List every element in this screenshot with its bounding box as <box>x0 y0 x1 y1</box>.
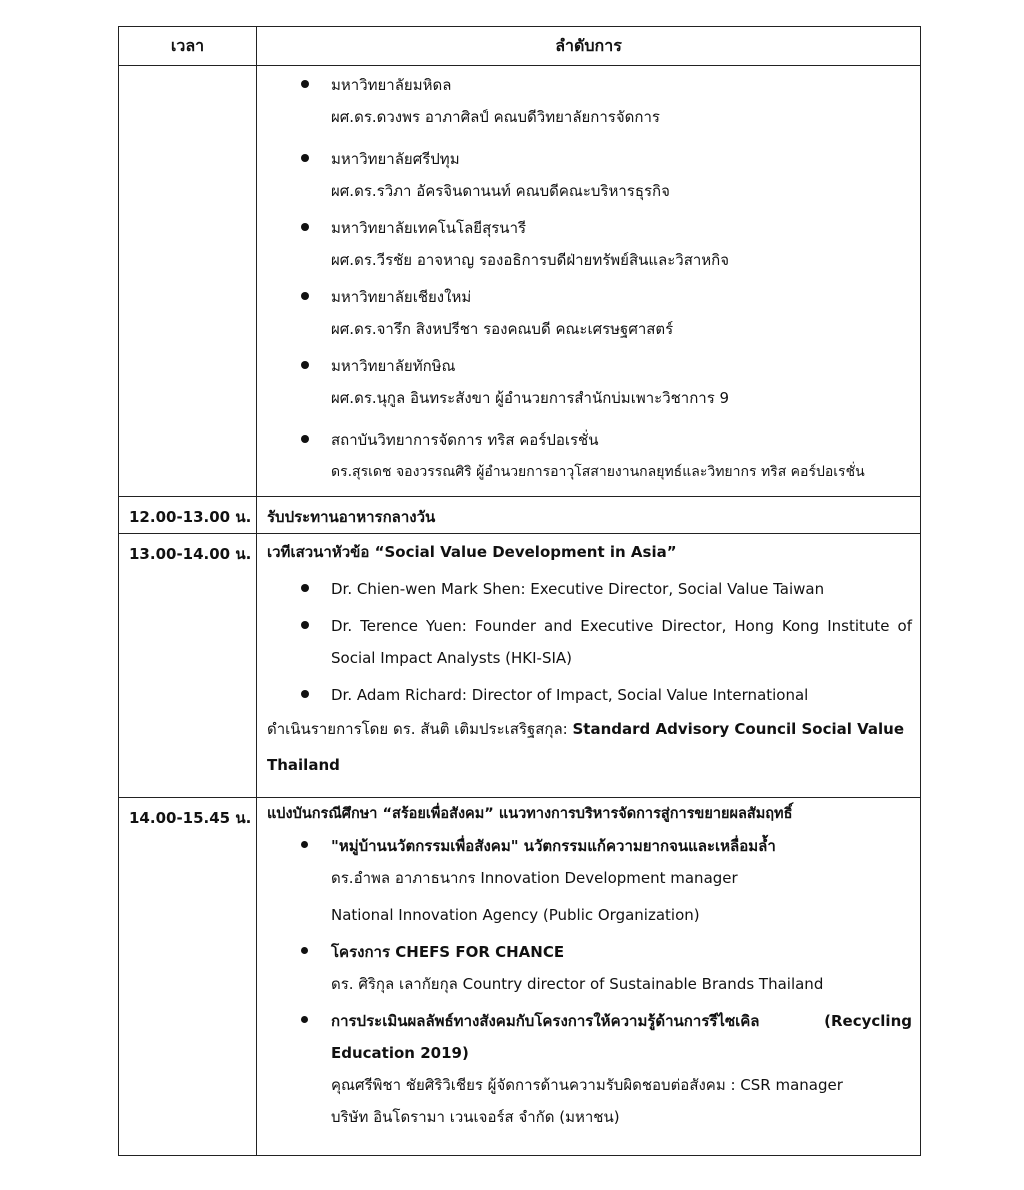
list-item: มหาวิทยาลัยเทคโนโลยีสุรนารี ผศ.ดร.วีรชัย อาจหาญ รองอธิการบดีฝ่ายทรัพย์สินและวิสาหกิจ <box>267 212 912 276</box>
bullet-icon <box>301 584 309 592</box>
time-cell: 13.00-14.00 น. <box>119 534 257 798</box>
program-cell <box>257 534 921 798</box>
bullet-icon <box>301 292 309 300</box>
session-title: เวทีเสวนาหัวข้อ “Social Value Development in Asia” <box>267 543 677 561</box>
list-item: สถาบันวิทยาการจัดการ ทริส คอร์ปอเรชั่น ดร.สุรเดช จองวรรณศิริ ผู้อำนวยการอาวุโสสายงานกลยุทธ์และวิทยากร ทริส คอร์ปอเรชั่น <box>267 424 912 488</box>
list-item: Dr. Terence Yuen: Founder and Executive Director, Hong Kong Institute of Social Impact Analysts (HKI-SIA) <box>267 610 912 674</box>
bullet-icon <box>301 80 309 88</box>
program-cell <box>257 66 921 497</box>
table-row <box>119 798 921 1156</box>
session-title: รับประทานอาหารกลางวัน <box>257 497 921 534</box>
time-cell <box>119 66 257 497</box>
list-item: "หมู่บ้านนวัตกรรมเพื่อสังคม" นวัตกรรมแก้ความยากจนและเหลื่อมล้ำ ดร.อำพล อาภาธนากร Innovation Development manager National Innovation Agency (Public Organization) <box>267 830 912 931</box>
bullet-icon <box>301 154 309 162</box>
bullet-icon <box>301 1016 308 1023</box>
session-title: แบ่งบันกรณีศึกษา “สร้อยเพื่อสังคม” แนวทางการบริหารจัดการสู่การขยายผลสัมฤทธิ์ <box>267 806 793 822</box>
list-item: มหาวิทยาลัยศรีปทุม ผศ.ดร.รวิภา อัครจินดานนท์ คณบดีคณะบริหารธุรกิจ <box>267 143 912 207</box>
list-item: โครงการ CHEFS FOR CHANCE ดร. ศิริกุล เลากัยกุล Country director of Sustainable Brands Thailand <box>267 936 912 1000</box>
list-item: มหาวิทยาลัยมหิดล ผศ.ดร.ดวงพร อาภาศิลป์ คณบดีวิทยาลัยการจัดการ <box>267 69 912 133</box>
bullet-icon <box>301 841 308 848</box>
bullet-icon <box>301 435 309 443</box>
list-item: การประเมินผลลัพธ์ทางสังคมกับโครงการให้ความรู้ด้านการรีไซเคิล (Recycling Education 2019) คุณศรีพิชา ชัยศิริวิเชียร ผู้จัดการด้านความรับผิดชอบต่อสังคม : CSR manager บริษัท อินโดรามา เวนเจอร์ส จำกัด (มหาชน) <box>267 1005 912 1133</box>
header-row <box>119 27 921 66</box>
bullet-icon <box>301 223 309 231</box>
time-cell: 14.00-15.45 น. <box>119 798 257 1156</box>
table-row <box>119 497 921 534</box>
list-item: Dr. Adam Richard: Director of Impact, Social Value International <box>267 679 912 711</box>
program-cell <box>257 798 921 1156</box>
bullet-icon <box>301 361 309 369</box>
list-item: มหาวิทยาลัยเชียงใหม่ ผศ.ดร.จารึก สิงหปรีชา รองคณบดี คณะเศรษฐศาสตร์ <box>267 281 912 345</box>
moderator: ดำเนินรายการโดย ดร. สันติ เติมประเสริฐสกุล: Standard Advisory Council Social Value Thailand <box>267 720 904 774</box>
list-item: Dr. Chien-wen Mark Shen: Executive Director, Social Value Taiwan <box>267 573 912 605</box>
bullet-icon <box>301 621 309 629</box>
table-row <box>119 534 921 798</box>
header-time: เวลา <box>119 27 257 66</box>
table-row <box>119 66 921 497</box>
list-item: มหาวิทยาลัยทักษิณ ผศ.ดร.นุกูล อินทระสังขา ผู้อำนวยการสำนักบ่มเพาะวิชาการ 9 <box>267 350 912 414</box>
bullet-icon <box>301 690 309 698</box>
header-agenda: ลำดับการ <box>257 27 921 66</box>
bullet-icon <box>301 947 308 954</box>
time-cell: 12.00-13.00 น. <box>119 497 257 534</box>
agenda-table <box>118 26 921 1156</box>
